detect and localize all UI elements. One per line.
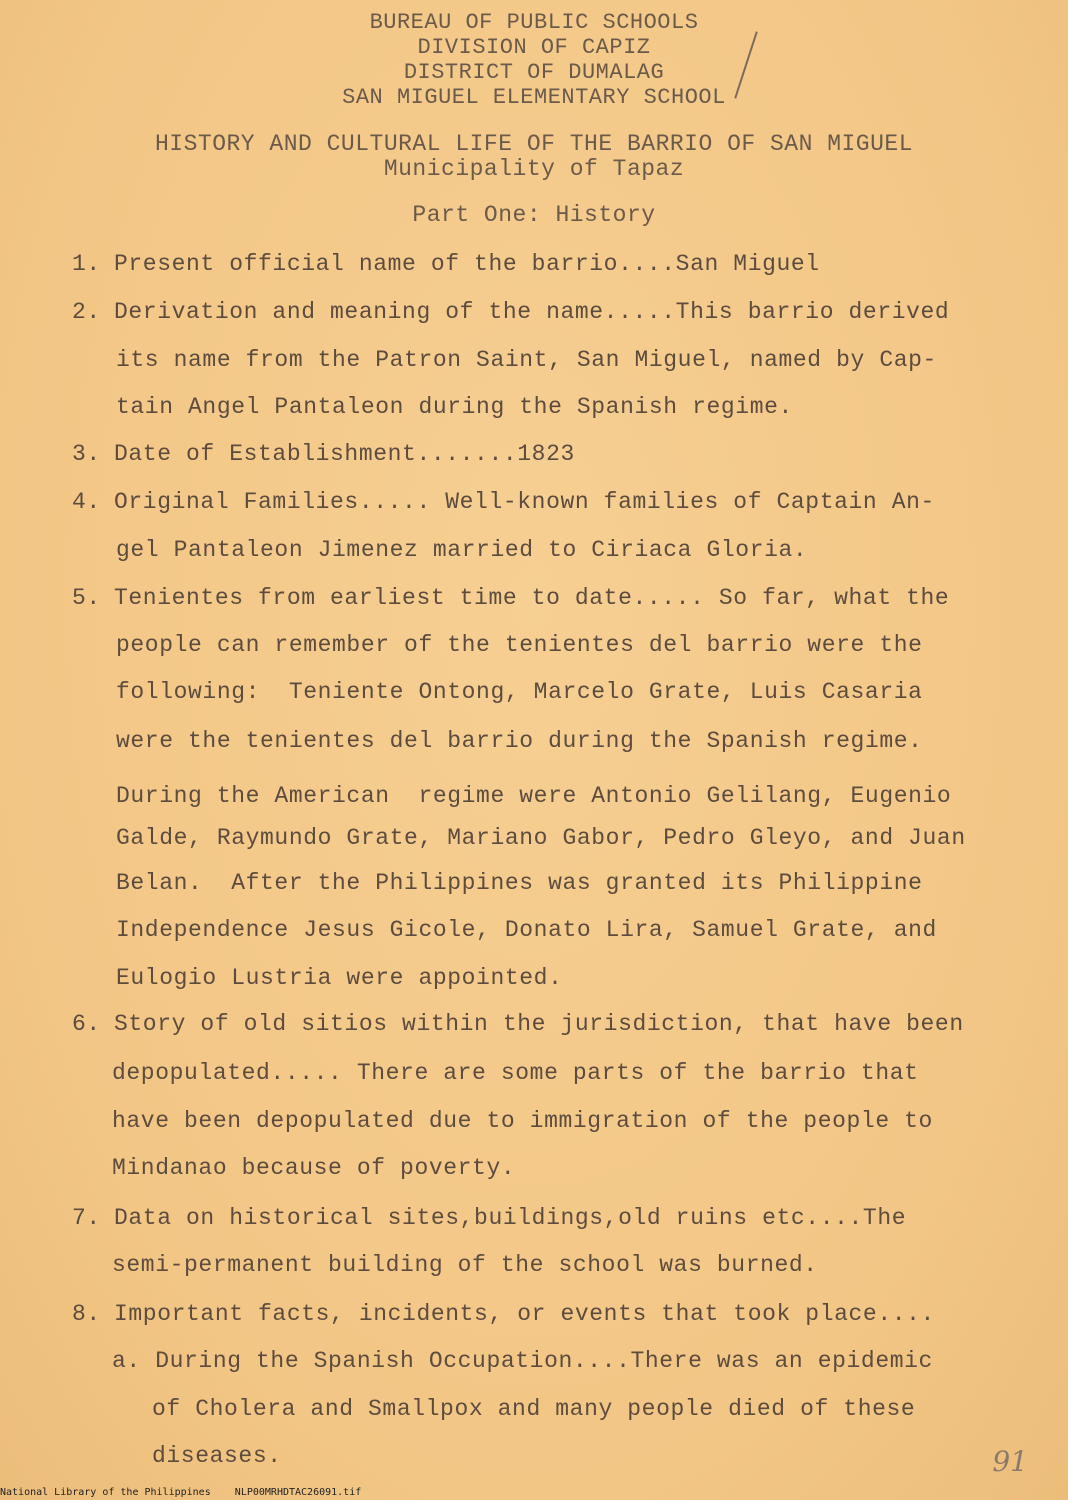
header-bureau: BUREAU OF PUBLIC SCHOOLS — [369, 10, 699, 35]
document-subtitle: Municipality of Tapaz — [383, 156, 685, 182]
line-text: Eulogio Lustria were appointed. — [116, 965, 563, 991]
text-line — [72, 1301, 935, 1327]
line-text: Original Families..... Well-known families of Captain An- — [114, 489, 935, 515]
line-text: semi-permanent building of the school was burned. — [112, 1252, 818, 1278]
text-line — [152, 1396, 915, 1422]
line-text: Tenientes from earliest time to date..... So far, what the — [114, 585, 950, 611]
line-text: diseases. — [152, 1443, 282, 1469]
text-line — [116, 679, 923, 705]
text-line — [116, 917, 937, 943]
line-text: people can remember of the tenientes del barrio were the — [116, 632, 923, 658]
text-line — [72, 441, 575, 467]
text-line — [116, 394, 793, 420]
item-number: 2. — [72, 299, 101, 325]
item-number: 7. — [72, 1205, 101, 1231]
line-text: following: Teniente Ontong, Marcelo Grate, Luis Casaria — [116, 679, 923, 705]
item-number: 3. — [72, 441, 101, 467]
text-line — [116, 825, 966, 851]
text-line — [116, 537, 807, 563]
line-text: Independence Jesus Gicole, Donato Lira, Samuel Grate, and — [116, 917, 937, 943]
item-number: 6. — [72, 1011, 101, 1037]
part-heading: Part One: History — [412, 202, 656, 228]
document-title: HISTORY AND CULTURAL LIFE OF THE BARRIO OF SAN MIGUEL — [154, 131, 914, 157]
page-number: 91 — [992, 1445, 1028, 1478]
line-text: Galde, Raymundo Grate, Mariano Gabor, Pedro Gleyo, and Juan — [116, 825, 966, 851]
line-text: depopulated..... There are some parts of the barrio that — [112, 1060, 919, 1086]
text-line — [72, 489, 935, 515]
line-text: tain Angel Pantaleon during the Spanish regime. — [116, 394, 793, 420]
item-number: 8. — [72, 1301, 101, 1327]
text-line — [112, 1348, 933, 1374]
text-line — [116, 783, 951, 809]
header-division: DIVISION OF CAPIZ — [417, 35, 651, 60]
line-text: gel Pantaleon Jimenez married to Ciriaca Gloria. — [116, 537, 808, 563]
line-text: Date of Establishment.......1823 — [114, 441, 575, 467]
text-line — [112, 1155, 515, 1181]
text-line — [72, 251, 820, 277]
line-text: have been depopulated due to immigration of the people to — [112, 1108, 933, 1134]
line-text: of Cholera and Smallpox and many people died of these — [152, 1396, 916, 1422]
text-line — [112, 1060, 919, 1086]
line-text: During the American regime were Antonio Gelilang, Eugenio — [116, 783, 952, 809]
text-line — [72, 299, 949, 325]
line-text: Important facts, incidents, or events that took place.... — [114, 1301, 935, 1327]
header-district: DISTRICT OF DUMALAG — [403, 60, 665, 85]
line-text: a. During the Spanish Occupation....There was an epidemic — [112, 1348, 933, 1374]
text-line — [112, 1252, 818, 1278]
line-text: were the tenientes del barrio during the Spanish regime. — [116, 728, 923, 754]
footer-caption: National Library of the Philippines NLP00MRHDTAC26091.tif — [0, 1487, 362, 1498]
text-line — [72, 1011, 964, 1037]
text-line — [116, 347, 937, 373]
text-line — [116, 632, 923, 658]
line-text: Belan. After the Philippines was granted its Philippine — [116, 870, 923, 896]
item-number: 5. — [72, 585, 101, 611]
text-line — [116, 728, 923, 754]
line-text: its name from the Patron Saint, San Miguel, named by Cap- — [116, 347, 937, 373]
text-line — [116, 870, 923, 896]
line-text: Story of old sitios within the jurisdiction, that have been — [114, 1011, 964, 1037]
text-line — [72, 1205, 906, 1231]
header-school: SAN MIGUEL ELEMENTARY SCHOOL — [342, 85, 726, 110]
text-line — [112, 1108, 933, 1134]
item-number: 1. — [72, 251, 101, 277]
line-text: Present official name of the barrio....San Miguel — [114, 251, 820, 277]
line-text: Data on historical sites,buildings,old ruins etc....The — [114, 1205, 907, 1231]
line-text: Derivation and meaning of the name.....This barrio derived — [114, 299, 950, 325]
text-line — [116, 965, 562, 991]
item-number: 4. — [72, 489, 101, 515]
text-line — [152, 1443, 282, 1469]
text-line — [72, 585, 949, 611]
line-text: Mindanao because of poverty. — [112, 1155, 516, 1181]
